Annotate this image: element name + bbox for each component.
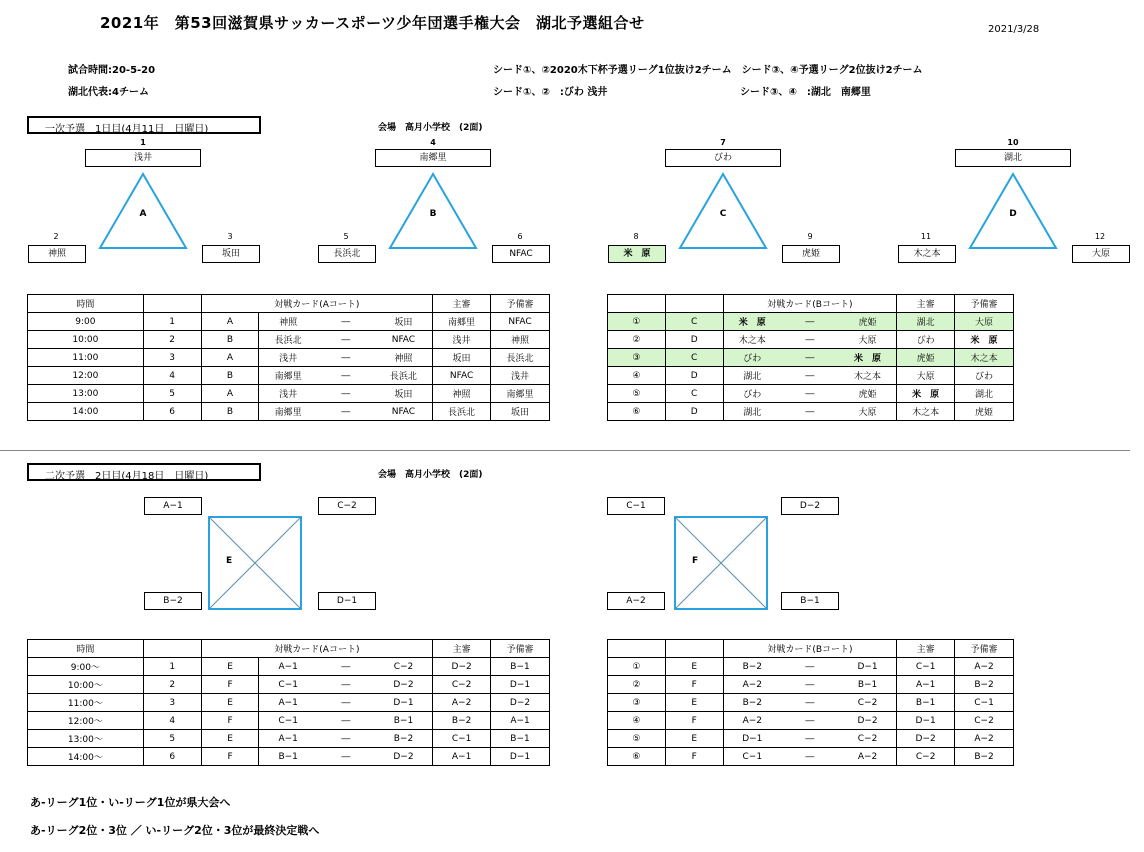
cell-sub-referee: D−2 <box>491 694 550 712</box>
header-referee: 主審 <box>433 640 491 658</box>
group-right-team: 虎姫 <box>782 245 840 263</box>
group-right-seed-number: 3 <box>227 232 233 241</box>
group-label: D <box>1009 209 1017 219</box>
schedule-stage2-court-a <box>27 639 550 766</box>
table-row <box>28 658 550 676</box>
cell-group: D <box>665 331 723 349</box>
table-row <box>28 403 550 421</box>
cell-referee: 浅井 <box>433 331 491 349</box>
table-row <box>608 313 1014 331</box>
group-left-seed-number: 8 <box>633 232 639 241</box>
stage2-label: 二次予選 2日目(4月18日 日曜日) <box>27 463 261 481</box>
cell-sub-referee: B−2 <box>955 676 1014 694</box>
cell-group: F <box>201 712 259 730</box>
group-left-seed-number: 2 <box>53 232 59 241</box>
cell-team-1: 木之本 <box>723 331 781 349</box>
cell-referee: B−2 <box>433 712 491 730</box>
cell-time: 12:00〜 <box>28 712 144 730</box>
cell-referee: C−2 <box>897 748 955 766</box>
header-sub-referee: 予備審 <box>955 640 1014 658</box>
cell-referee: びわ <box>897 331 955 349</box>
cell-team-1: A−1 <box>259 694 317 712</box>
table-header-row <box>28 295 550 313</box>
stage1-venue: 会場 高月小学校 (2面) <box>378 123 483 133</box>
header-sub-referee: 予備審 <box>491 640 550 658</box>
cell-vs: ― <box>781 385 839 403</box>
group-left-team: 木之本 <box>898 245 956 263</box>
cell-team-1: B−2 <box>723 694 781 712</box>
cell-group: E <box>201 730 259 748</box>
table-row <box>608 367 1014 385</box>
cell-team-2: C−2 <box>839 730 897 748</box>
schedule-stage2-court-b <box>607 639 1014 766</box>
cell-team-1: C−1 <box>723 748 781 766</box>
cell-vs: ― <box>781 748 839 766</box>
cell-group: C <box>665 349 723 367</box>
cell-vs: ― <box>317 658 375 676</box>
cell-team-1: D−1 <box>723 730 781 748</box>
page-title: 2021年 第53回滋賀県サッカースポーツ少年団選手権大会 湖北予選組合せ <box>100 14 645 32</box>
cell-team-1: B−1 <box>259 748 317 766</box>
cell-referee: A−1 <box>433 748 491 766</box>
group-right-team: 坂田 <box>202 245 260 263</box>
cell-match-no: 4 <box>143 712 201 730</box>
header-group <box>665 295 723 313</box>
cell-sub-referee: 米 原 <box>955 331 1014 349</box>
cell-group: F <box>665 676 723 694</box>
cell-match-no: ② <box>608 331 666 349</box>
cell-referee: 米 原 <box>897 385 955 403</box>
cell-team-2: 米 原 <box>839 349 897 367</box>
cell-vs: ― <box>781 349 839 367</box>
group-left-seed-number: 11 <box>920 232 932 241</box>
cell-team-2: 大原 <box>839 331 897 349</box>
cell-vs: ― <box>317 694 375 712</box>
cell-referee: C−2 <box>433 676 491 694</box>
cell-referee: B−1 <box>897 694 955 712</box>
cell-match-no: 3 <box>143 349 201 367</box>
cell-sub-referee: NFAC <box>491 313 550 331</box>
cell-match-no: 1 <box>143 658 201 676</box>
cell-referee: D−1 <box>897 712 955 730</box>
group-right-team: NFAC <box>492 245 550 263</box>
cell-sub-referee: 虎姫 <box>955 403 1014 421</box>
cell-team-2: 木之本 <box>839 367 897 385</box>
cell-match-no: ② <box>608 676 666 694</box>
cell-team-2: B−2 <box>375 730 433 748</box>
cell-match-no: ③ <box>608 349 666 367</box>
group-bottom-right-slot: D−1 <box>318 592 376 610</box>
cell-team-1: A−1 <box>259 730 317 748</box>
group-label: F <box>692 556 699 566</box>
cell-sub-referee: B−2 <box>955 748 1014 766</box>
cell-sub-referee: C−1 <box>955 694 1014 712</box>
cell-sub-referee: びわ <box>955 367 1014 385</box>
cell-referee: 木之本 <box>897 403 955 421</box>
cell-group: E <box>665 730 723 748</box>
cell-sub-referee: 湖北 <box>955 385 1014 403</box>
cell-sub-referee: 大原 <box>955 313 1014 331</box>
cell-team-2: NFAC <box>375 403 433 421</box>
group-left-team: 米 原 <box>608 245 666 263</box>
table-row <box>28 367 550 385</box>
seed-rule: シード①、②2020木下杯予選リーグ1位抜け2チーム シード③、④予選リーグ2位抜け2チーム <box>493 65 923 76</box>
footer-note-1: あ-リーグ1位・い-リーグ1位が県大会へ <box>30 796 231 809</box>
cell-time: 11:00 <box>28 349 144 367</box>
header-match-no <box>143 295 201 313</box>
cell-group: F <box>665 712 723 730</box>
cell-vs: ― <box>781 331 839 349</box>
cell-match-no: ④ <box>608 712 666 730</box>
cell-time: 13:00〜 <box>28 730 144 748</box>
cell-match-no: 6 <box>143 403 201 421</box>
cell-time: 10:00 <box>28 331 144 349</box>
cell-group: C <box>665 313 723 331</box>
cell-group: F <box>201 676 259 694</box>
cell-referee: 南郷里 <box>433 313 491 331</box>
cell-sub-referee: 南郷里 <box>491 385 550 403</box>
cell-group: A <box>201 313 259 331</box>
table-row <box>28 730 550 748</box>
cell-team-2: D−2 <box>839 712 897 730</box>
cell-match-no: ⑥ <box>608 403 666 421</box>
cell-group: E <box>665 658 723 676</box>
cell-match-no: ① <box>608 313 666 331</box>
table-row <box>608 676 1014 694</box>
cell-team-1: 湖北 <box>723 403 781 421</box>
cell-team-2: D−2 <box>375 676 433 694</box>
stage1-label: 一次予選 1日目(4月11日 日曜日) <box>27 116 261 134</box>
cell-group: B <box>201 403 259 421</box>
section-divider <box>0 450 1130 451</box>
header-referee: 主審 <box>897 640 955 658</box>
group-left-team: 神照 <box>28 245 86 263</box>
cell-team-1: A−1 <box>259 658 317 676</box>
cell-referee: 湖北 <box>897 313 955 331</box>
cell-group: F <box>201 748 259 766</box>
cell-referee: A−1 <box>897 676 955 694</box>
cell-group: D <box>665 367 723 385</box>
header-card: 対戦カード(Bコート) <box>723 295 897 313</box>
cell-sub-referee: A−2 <box>955 730 1014 748</box>
cell-referee: 大原 <box>897 367 955 385</box>
cell-vs: ― <box>317 349 375 367</box>
table-row <box>28 694 550 712</box>
cell-group: A <box>201 349 259 367</box>
schedule-stage1-court-a <box>27 294 550 421</box>
cell-match-no: 1 <box>143 313 201 331</box>
cell-match-no: ⑤ <box>608 385 666 403</box>
group-right-seed-number: 12 <box>1094 232 1106 241</box>
cell-team-2: C−2 <box>839 694 897 712</box>
cell-referee: 坂田 <box>433 349 491 367</box>
cell-group: B <box>201 331 259 349</box>
stage2-venue: 会場 高月小学校 (2面) <box>378 470 483 480</box>
header-match-no <box>143 640 201 658</box>
cell-referee: C−1 <box>897 658 955 676</box>
cell-sub-referee: D−1 <box>491 748 550 766</box>
cell-vs: ― <box>317 367 375 385</box>
cell-vs: ― <box>317 331 375 349</box>
cell-referee: C−1 <box>433 730 491 748</box>
header-referee: 主審 <box>433 295 491 313</box>
cell-team-2: A−2 <box>839 748 897 766</box>
group-label: E <box>226 556 233 566</box>
cell-match-no: ③ <box>608 694 666 712</box>
cell-vs: ― <box>781 694 839 712</box>
cell-match-no: 2 <box>143 676 201 694</box>
header-card: 対戦カード(Bコート) <box>723 640 897 658</box>
table-row <box>608 730 1014 748</box>
cell-sub-referee: A−1 <box>491 712 550 730</box>
cell-team-1: C−1 <box>259 712 317 730</box>
header-match-no <box>608 295 666 313</box>
group-top-left-slot: A−1 <box>144 497 202 515</box>
cell-team-1: A−2 <box>723 712 781 730</box>
cell-team-1: 南郷里 <box>259 367 317 385</box>
cell-sub-referee: B−1 <box>491 730 550 748</box>
cell-match-no: ④ <box>608 367 666 385</box>
schedule-stage1-court-b <box>607 294 1014 421</box>
group-top-seed-number: 7 <box>720 138 726 147</box>
cell-vs: ― <box>317 676 375 694</box>
table-row <box>608 694 1014 712</box>
cell-referee: 虎姫 <box>897 349 955 367</box>
cell-referee: D−2 <box>897 730 955 748</box>
group-right-team: 大原 <box>1072 245 1130 263</box>
cell-team-2: NFAC <box>375 331 433 349</box>
cell-vs: ― <box>317 403 375 421</box>
group-top-team: 南郷里 <box>375 149 491 167</box>
table-row <box>608 712 1014 730</box>
table-row <box>608 658 1014 676</box>
cell-team-1: 浅井 <box>259 349 317 367</box>
cell-team-2: B−1 <box>839 676 897 694</box>
cell-vs: ― <box>781 676 839 694</box>
footer-note-2: あ-リーグ2位・3位 ／ い-リーグ2位・3位が最終決定戦へ <box>30 824 320 837</box>
table-row <box>28 349 550 367</box>
cell-time: 11:00〜 <box>28 694 144 712</box>
cell-match-no: 5 <box>143 385 201 403</box>
cell-vs: ― <box>781 403 839 421</box>
cell-time: 9:00〜 <box>28 658 144 676</box>
cell-team-2: 長浜北 <box>375 367 433 385</box>
header-match-no <box>608 640 666 658</box>
cell-match-no: 6 <box>143 748 201 766</box>
header-card: 対戦カード(Aコート) <box>201 640 433 658</box>
table-row <box>608 385 1014 403</box>
cell-sub-referee: B−1 <box>491 658 550 676</box>
cell-group: A <box>201 385 259 403</box>
cell-sub-referee: 長浜北 <box>491 349 550 367</box>
cell-match-no: ① <box>608 658 666 676</box>
header-referee: 主審 <box>897 295 955 313</box>
table-header-row <box>608 295 1014 313</box>
table-row <box>28 331 550 349</box>
cell-team-1: 神照 <box>259 313 317 331</box>
group-top-team: びわ <box>665 149 781 167</box>
group-bottom-right-slot: B−1 <box>781 592 839 610</box>
cell-group: E <box>665 694 723 712</box>
table-row <box>28 676 550 694</box>
header-time: 時間 <box>28 640 144 658</box>
header-sub-referee: 予備審 <box>955 295 1014 313</box>
cell-team-1: 米 原 <box>723 313 781 331</box>
group-square <box>674 516 768 610</box>
cell-sub-referee: 木之本 <box>955 349 1014 367</box>
cell-group: B <box>201 367 259 385</box>
header-card: 対戦カード(Aコート) <box>201 295 433 313</box>
cell-team-1: C−1 <box>259 676 317 694</box>
cell-team-2: D−1 <box>839 658 897 676</box>
cell-team-2: 虎姫 <box>839 385 897 403</box>
cell-referee: 長浜北 <box>433 403 491 421</box>
cell-sub-referee: C−2 <box>955 712 1014 730</box>
cell-sub-referee: A−2 <box>955 658 1014 676</box>
cell-team-2: 坂田 <box>375 385 433 403</box>
group-top-seed-number: 4 <box>430 138 436 147</box>
cell-vs: ― <box>317 313 375 331</box>
table-row <box>608 748 1014 766</box>
header-time: 時間 <box>28 295 144 313</box>
table-header-row <box>608 640 1014 658</box>
cell-team-2: B−1 <box>375 712 433 730</box>
group-label: B <box>429 209 437 219</box>
document-date: 2021/3/28 <box>988 24 1040 35</box>
cell-referee: A−2 <box>433 694 491 712</box>
cell-team-2: 神照 <box>375 349 433 367</box>
table-row <box>28 313 550 331</box>
cell-match-no: 5 <box>143 730 201 748</box>
cell-team-2: 虎姫 <box>839 313 897 331</box>
table-row <box>28 385 550 403</box>
cell-team-1: 湖北 <box>723 367 781 385</box>
cell-referee: NFAC <box>433 367 491 385</box>
group-top-seed-number: 1 <box>140 138 146 147</box>
cell-match-no: 3 <box>143 694 201 712</box>
group-bottom-left-slot: A−2 <box>607 592 665 610</box>
cell-sub-referee: 神照 <box>491 331 550 349</box>
group-top-right-slot: D−2 <box>781 497 839 515</box>
group-label: C <box>719 209 727 219</box>
cell-team-2: D−1 <box>375 694 433 712</box>
cell-vs: ― <box>317 385 375 403</box>
cell-vs: ― <box>781 712 839 730</box>
table-row <box>28 748 550 766</box>
cell-referee: 神照 <box>433 385 491 403</box>
cell-group: C <box>665 385 723 403</box>
group-top-team: 浅井 <box>85 149 201 167</box>
group-top-left-slot: C−1 <box>607 497 665 515</box>
cell-team-2: D−2 <box>375 748 433 766</box>
cell-referee: D−2 <box>433 658 491 676</box>
group-top-seed-number: 10 <box>1007 138 1019 147</box>
cell-group: E <box>201 694 259 712</box>
table-row <box>608 349 1014 367</box>
table-row <box>608 331 1014 349</box>
header-sub-referee: 予備審 <box>491 295 550 313</box>
cell-group: F <box>665 748 723 766</box>
cell-team-1: 浅井 <box>259 385 317 403</box>
cell-time: 13:00 <box>28 385 144 403</box>
group-left-team: 長浜北 <box>318 245 376 263</box>
cell-team-2: 大原 <box>839 403 897 421</box>
cell-team-1: びわ <box>723 349 781 367</box>
group-right-seed-number: 9 <box>807 232 813 241</box>
cell-vs: ― <box>317 748 375 766</box>
cell-team-2: 坂田 <box>375 313 433 331</box>
cell-time: 14:00 <box>28 403 144 421</box>
seed-1-2: シード①、② :びわ 浅井 <box>493 87 608 98</box>
group-top-team: 湖北 <box>955 149 1071 167</box>
cell-vs: ― <box>317 712 375 730</box>
cell-team-2: C−2 <box>375 658 433 676</box>
cell-match-no: 2 <box>143 331 201 349</box>
cell-match-no: ⑥ <box>608 748 666 766</box>
cell-vs: ― <box>781 658 839 676</box>
cell-sub-referee: 浅井 <box>491 367 550 385</box>
cell-group: E <box>201 658 259 676</box>
cell-match-no: 4 <box>143 367 201 385</box>
match-time: 試合時間:20-5-20 <box>68 65 156 76</box>
cell-vs: ― <box>781 313 839 331</box>
cell-time: 14:00〜 <box>28 748 144 766</box>
cell-time: 12:00 <box>28 367 144 385</box>
group-right-seed-number: 6 <box>517 232 523 241</box>
group-top-right-slot: C−2 <box>318 497 376 515</box>
table-row <box>28 712 550 730</box>
cell-group: D <box>665 403 723 421</box>
group-square <box>208 516 302 610</box>
cell-team-1: B−2 <box>723 658 781 676</box>
cell-time: 9:00 <box>28 313 144 331</box>
table-header-row <box>28 640 550 658</box>
cell-sub-referee: 坂田 <box>491 403 550 421</box>
cell-team-1: 南郷里 <box>259 403 317 421</box>
cell-vs: ― <box>317 730 375 748</box>
cell-team-1: 長浜北 <box>259 331 317 349</box>
group-label: A <box>139 209 147 219</box>
seed-3-4: シード③、④ :湖北 南郷里 <box>740 87 871 98</box>
cell-match-no: ⑤ <box>608 730 666 748</box>
table-row <box>608 403 1014 421</box>
group-left-seed-number: 5 <box>343 232 349 241</box>
representatives: 湖北代表:4チーム <box>68 87 149 98</box>
cell-team-1: びわ <box>723 385 781 403</box>
group-bottom-left-slot: B−2 <box>144 592 202 610</box>
cell-sub-referee: D−1 <box>491 676 550 694</box>
header-group <box>665 640 723 658</box>
cell-vs: ― <box>781 730 839 748</box>
cell-vs: ― <box>781 367 839 385</box>
cell-time: 10:00〜 <box>28 676 144 694</box>
cell-team-1: A−2 <box>723 676 781 694</box>
